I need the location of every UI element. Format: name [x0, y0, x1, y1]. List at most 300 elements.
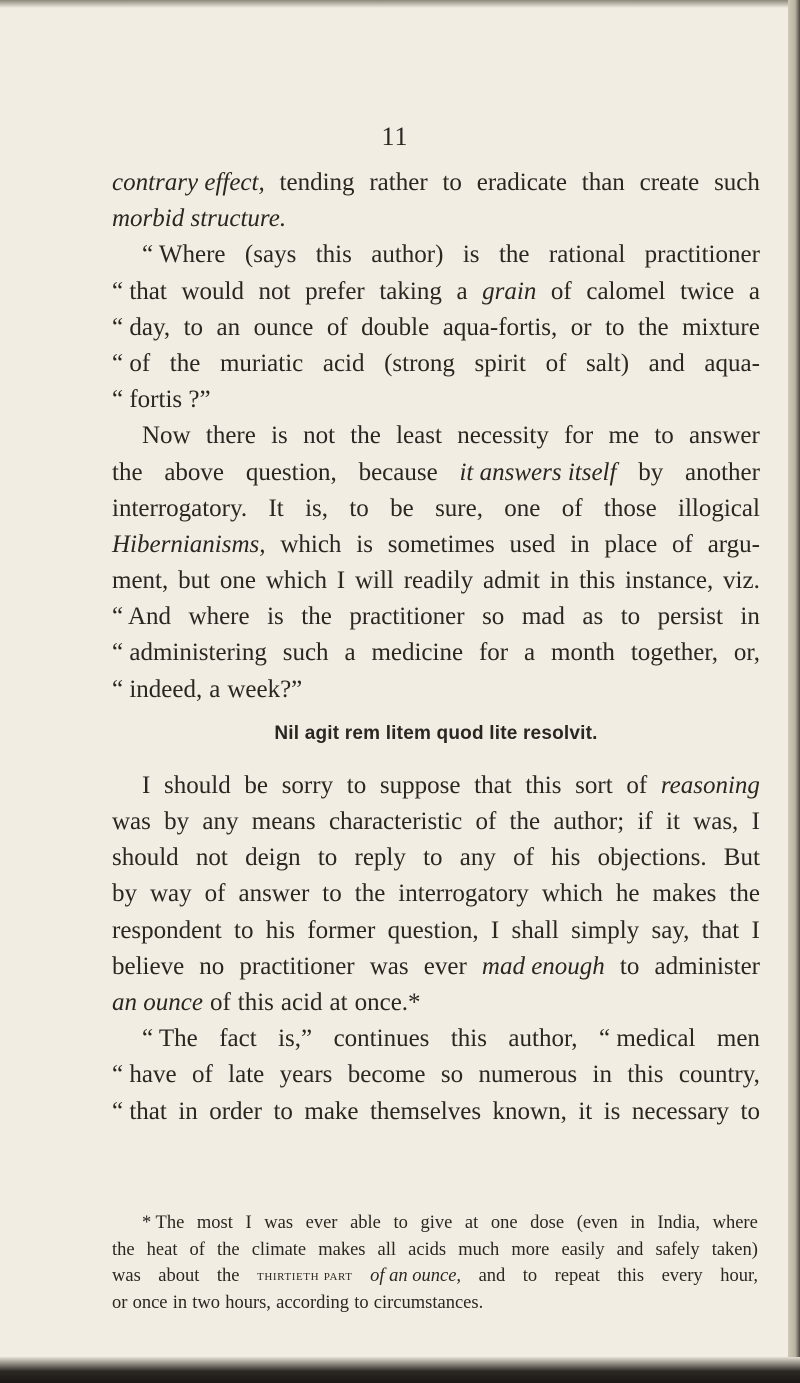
word: become [347, 1061, 426, 1089]
word: not [303, 422, 336, 450]
word: to [393, 1213, 408, 1233]
word: “ that [112, 277, 167, 305]
word: necessity [457, 422, 549, 450]
word: to [354, 1292, 369, 1313]
word: as [582, 603, 604, 631]
page-top-shadow [0, 0, 790, 8]
word: themselves [369, 1097, 482, 1125]
word: “ fortis ?” [112, 386, 211, 414]
word: about [158, 1266, 200, 1286]
word: it answers itself [459, 458, 617, 486]
word: once.* [354, 988, 421, 1016]
word: ever [305, 1213, 338, 1233]
word: I [751, 916, 760, 944]
word: eradicate [476, 169, 567, 196]
text-line [112, 346, 760, 382]
word: able [350, 1213, 381, 1233]
word: is [462, 241, 480, 269]
word: above [164, 458, 225, 486]
text-line [112, 985, 760, 1021]
word: which [265, 567, 327, 595]
word: easily [561, 1239, 605, 1260]
word: should [112, 844, 179, 872]
word: It [268, 494, 284, 522]
word: of an ounce, [370, 1266, 462, 1286]
word: such [282, 639, 329, 667]
word: all [377, 1239, 397, 1260]
word: (says [244, 241, 297, 269]
text-line [112, 768, 760, 804]
word: create [639, 169, 700, 196]
word: of [550, 277, 572, 305]
word: India, [657, 1213, 700, 1233]
word: morbid structure. [112, 205, 287, 233]
word: so [482, 603, 505, 631]
word: order [209, 1097, 262, 1125]
word: “ And [112, 603, 172, 631]
text-line [112, 913, 760, 949]
text-line [112, 804, 760, 840]
text-line [112, 237, 760, 273]
word: if [637, 808, 653, 835]
text-line [112, 1094, 760, 1130]
word: this [237, 988, 274, 1016]
text-line [112, 1021, 760, 1057]
word: administer [654, 952, 760, 980]
word: instance, [625, 567, 714, 595]
word: which [280, 530, 342, 558]
paragraphs-after-motto [112, 768, 760, 1130]
word: hour, [720, 1266, 758, 1286]
text-line [112, 949, 760, 985]
word: I [245, 1213, 252, 1233]
word: necessary [631, 1097, 730, 1125]
word: sorry [281, 771, 334, 799]
word: was [264, 1213, 294, 1233]
word: was, [693, 808, 739, 835]
word: (even [576, 1213, 618, 1233]
word: to [317, 844, 338, 872]
word: for [478, 639, 509, 667]
word: circumstances. [373, 1292, 484, 1313]
word: should [164, 771, 231, 799]
word: of [209, 988, 231, 1016]
word: was [112, 808, 151, 835]
word: persist [657, 603, 723, 631]
word: respondent [112, 916, 222, 944]
word: ounce [253, 313, 314, 341]
word: his [265, 916, 295, 944]
word: to [349, 494, 369, 522]
word: means [251, 808, 316, 835]
word: this [617, 1266, 645, 1286]
word: makes [652, 880, 717, 908]
word: mixture [682, 313, 760, 341]
word: “ day, [112, 313, 171, 341]
word: “ have [112, 1061, 177, 1089]
word: of [561, 494, 583, 522]
word: used [509, 530, 556, 558]
text-line [112, 876, 760, 912]
word: reply [354, 844, 406, 872]
word: country, [678, 1061, 760, 1089]
word: the [350, 422, 381, 450]
paragraph-p3 [112, 418, 760, 708]
word: of [513, 844, 534, 872]
word: “ administering [112, 639, 267, 667]
word: spirit [474, 349, 526, 377]
word: practitioner [644, 241, 760, 269]
word: repeat [554, 1266, 600, 1286]
page-number: 11 [381, 122, 409, 151]
word: of [191, 1061, 213, 1089]
word: years [279, 1061, 333, 1089]
word: the [216, 1266, 240, 1286]
word: Hibernianisms, [112, 530, 266, 558]
word: in [570, 530, 590, 558]
word: to [522, 1266, 538, 1286]
word: because [358, 458, 438, 486]
word: say, [651, 916, 690, 944]
word: of [475, 808, 497, 835]
word: was [369, 952, 409, 980]
word: an ounce [112, 988, 203, 1016]
word: interrogatory. [112, 494, 248, 522]
word: is [271, 422, 288, 450]
word: of [189, 1239, 205, 1260]
word: “ of [112, 349, 151, 377]
word: answer [238, 880, 310, 908]
word: to [620, 603, 641, 631]
word: viz. [723, 567, 760, 595]
word: and [648, 349, 685, 377]
word: a [344, 639, 356, 667]
word: I [142, 771, 151, 799]
word: is [267, 603, 284, 631]
word: to [442, 169, 462, 196]
word: any [202, 808, 239, 835]
word: together, [630, 639, 718, 667]
word: acids [408, 1239, 447, 1260]
paragraphs-before-motto [112, 165, 760, 708]
word: continues [333, 1025, 430, 1053]
word: the [112, 458, 143, 486]
word: those [603, 494, 657, 522]
word: way [150, 880, 192, 908]
word: tending [279, 169, 355, 196]
word: be [390, 494, 414, 522]
word: was [112, 1266, 141, 1286]
word: in [630, 1213, 645, 1233]
word: at [464, 1213, 479, 1233]
word: “ indeed, [112, 675, 203, 703]
word: calomel [586, 277, 666, 305]
word: this [627, 1061, 664, 1089]
word: the [509, 808, 541, 835]
word: where [712, 1213, 758, 1233]
word: most [196, 1213, 233, 1233]
word: simply [571, 916, 640, 944]
word: another [685, 458, 760, 486]
word: his [551, 844, 581, 872]
word: will [354, 567, 394, 595]
word: ever [423, 952, 467, 980]
word: to [234, 916, 254, 944]
word: in [740, 603, 760, 631]
word: climate [251, 1239, 307, 1260]
word: mad [521, 603, 565, 631]
word: mad enough [481, 952, 605, 980]
paragraph-p4 [112, 768, 760, 1021]
word: is [356, 530, 373, 558]
word: at [329, 988, 348, 1016]
word: in [592, 1061, 612, 1089]
word: or, [733, 639, 760, 667]
word: * The [142, 1213, 185, 1233]
word: it [666, 808, 680, 835]
word: sometimes [387, 530, 495, 558]
word: medicine [371, 639, 464, 667]
word: prefer [305, 277, 365, 305]
text-line [112, 635, 760, 671]
text-line [112, 1057, 760, 1093]
word: (strong [384, 349, 455, 377]
word: salt) [586, 349, 630, 377]
word: place [604, 530, 658, 558]
word: once [132, 1292, 168, 1313]
word: grain [482, 277, 537, 305]
word: for [564, 422, 594, 450]
word: argu- [707, 530, 760, 558]
text-line [112, 274, 760, 310]
word: numerous [478, 1061, 578, 1089]
word: and [616, 1239, 644, 1260]
word: deign [245, 844, 301, 872]
word: “ that [112, 1097, 167, 1125]
word: a [209, 675, 221, 703]
word: But [723, 844, 760, 872]
body-text [112, 165, 760, 1130]
word: thirtieth part [257, 1267, 353, 1284]
word: practitioner [239, 952, 355, 980]
word: heat [146, 1239, 178, 1260]
word: characteristic [328, 808, 463, 835]
word: taking [379, 277, 442, 305]
word: but [178, 567, 211, 595]
word: safely [655, 1239, 700, 1260]
word: to [273, 1097, 293, 1125]
word: question, [387, 916, 479, 944]
word: to [423, 844, 443, 872]
word: believe [112, 952, 185, 980]
word: in [178, 1097, 198, 1125]
word: be [244, 771, 268, 799]
word: author, [508, 1025, 578, 1053]
word: to [619, 952, 640, 980]
word: every [661, 1266, 703, 1286]
word: of [204, 880, 226, 908]
word: this [315, 241, 352, 269]
text-line [112, 455, 760, 491]
word: by [638, 458, 664, 486]
word: that [701, 916, 740, 944]
word: sort [575, 771, 613, 799]
word: I [336, 567, 346, 595]
word: such [714, 169, 760, 196]
word: not [195, 844, 228, 872]
word: one [504, 494, 541, 522]
word: question, [245, 458, 337, 486]
text-line [112, 599, 760, 635]
paragraph-p1 [112, 165, 760, 237]
word: where [188, 603, 250, 631]
word: author) [371, 241, 444, 269]
word: one [219, 567, 256, 595]
word: sure, [435, 494, 483, 522]
word: admit [482, 567, 540, 595]
word: by [112, 880, 137, 908]
word: would [181, 277, 244, 305]
word: any [459, 844, 496, 872]
word: interrogatory [398, 880, 529, 908]
word: month [551, 639, 615, 667]
latin-motto: Nil agit rem litem quod lite resolvit. [274, 722, 598, 744]
word: suppose [379, 771, 461, 799]
text-line [112, 491, 760, 527]
word: than [581, 169, 625, 196]
word: the [301, 603, 332, 631]
text-line [112, 840, 760, 876]
word: practitioner [349, 603, 465, 631]
word: rather [369, 169, 428, 196]
word: two [192, 1292, 221, 1313]
text-line [112, 310, 760, 346]
paragraph-p5 [112, 1021, 760, 1130]
word: this [450, 1025, 487, 1053]
word: “ medical [598, 1025, 696, 1053]
text-line [112, 563, 760, 599]
word: former [307, 916, 376, 944]
word: which [541, 880, 603, 908]
text-line [112, 527, 760, 563]
word: this [579, 567, 616, 595]
word: make [304, 1097, 359, 1125]
word: the [729, 880, 760, 908]
word: the [169, 349, 201, 377]
word: men [716, 1025, 760, 1053]
word: late [228, 1061, 265, 1089]
word: and [478, 1266, 506, 1286]
word: ment, [112, 567, 169, 595]
paragraph-p2 [112, 237, 760, 418]
word: hours, [225, 1292, 271, 1313]
word: makes [318, 1239, 366, 1260]
word: or [570, 313, 592, 341]
word: I [751, 808, 760, 835]
word: to [740, 1097, 760, 1125]
word: there [205, 422, 256, 450]
word: this [525, 771, 562, 799]
word: aqua- [704, 349, 760, 377]
word: least [396, 422, 442, 450]
word: give [420, 1213, 453, 1233]
word: to [346, 771, 367, 799]
word: to [605, 313, 625, 341]
word: me [608, 422, 640, 450]
word: of [626, 771, 648, 799]
word: week?” [227, 675, 303, 703]
text-line [112, 165, 760, 201]
word: of [672, 530, 693, 558]
word: according [276, 1292, 350, 1313]
word: the [217, 1239, 240, 1260]
word: reasoning [660, 771, 760, 799]
word: of [326, 313, 348, 341]
word: readily [403, 567, 474, 595]
word: answer [689, 422, 760, 450]
word: the [354, 880, 386, 908]
page-edge-right [788, 0, 800, 1383]
word: to [183, 313, 204, 341]
word: objections. [597, 844, 707, 872]
word: known, [492, 1097, 567, 1125]
word: acid [322, 349, 365, 377]
word: is,” [278, 1025, 313, 1053]
word: the [498, 241, 530, 269]
word: aqua-fortis, [442, 313, 558, 341]
word: illogical [678, 494, 760, 522]
word: author; [553, 808, 625, 835]
word: not [258, 277, 291, 305]
word: twice [680, 277, 735, 305]
word: fact [219, 1025, 257, 1053]
text-line [112, 1237, 758, 1264]
word: the [638, 313, 669, 341]
word: one [490, 1213, 518, 1233]
word: more [511, 1239, 550, 1260]
word: so [440, 1061, 464, 1089]
word: it [578, 1097, 593, 1125]
word: muriatic [219, 349, 304, 377]
word: he [615, 880, 640, 908]
word: in [549, 567, 570, 595]
word: or [112, 1292, 128, 1313]
word: to [322, 880, 342, 908]
word: shall [511, 916, 559, 944]
word: much [458, 1239, 500, 1260]
word: is, [305, 494, 329, 522]
word: dose [530, 1213, 565, 1233]
text-line [112, 1210, 758, 1237]
text-line [112, 201, 760, 237]
word: “ Where [142, 241, 226, 269]
word: no [199, 952, 225, 980]
word: that [474, 771, 512, 799]
word: of [545, 349, 567, 377]
word: acid [280, 988, 323, 1016]
word: an [216, 313, 241, 341]
word: rational [548, 241, 626, 269]
word: Now [142, 422, 191, 450]
word: the [112, 1239, 135, 1260]
footnote [112, 1210, 758, 1316]
page-edge-bottom [0, 1357, 800, 1383]
word: contrary effect, [112, 169, 265, 196]
word: a [748, 277, 760, 305]
text-line [112, 672, 760, 708]
text-line [112, 418, 760, 454]
word: is [603, 1097, 621, 1125]
